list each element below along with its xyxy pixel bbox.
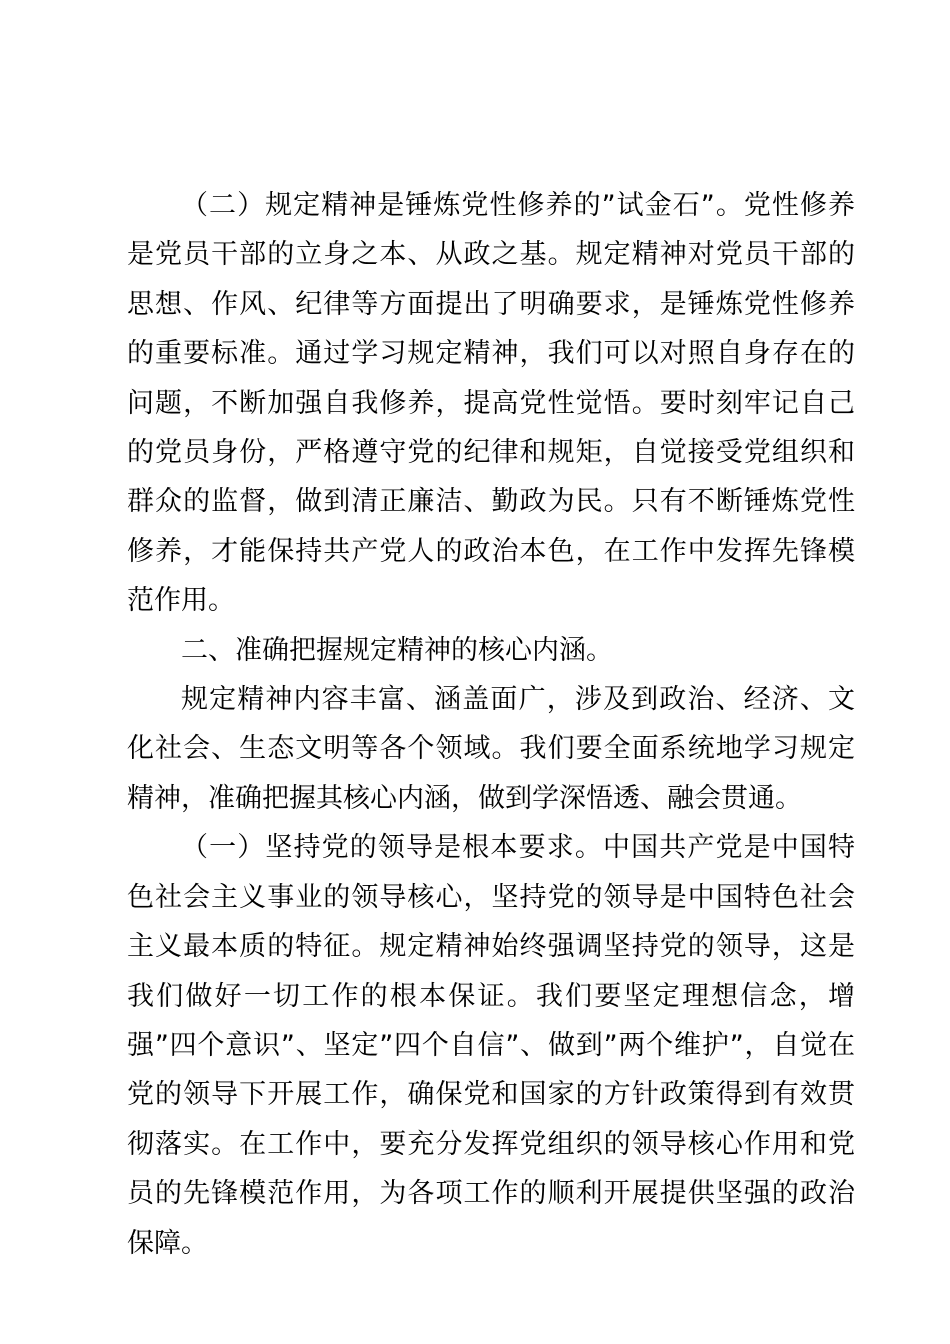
document-body	[127, 181, 855, 1268]
section-heading-core-connotation: 二、准确把握规定精神的核心内涵。	[181, 634, 613, 666]
paragraph-party-spirit: （二）规定精神是锤炼党性修养的”试金石”。党性修养是党员干部的立身之本、从政之基。规定精神对党员干部的思想、作风、纪律等方面提出了明确要求，是锤炼党性修养的重要标准。通过学习规定精神，我们可以对照自身存在的问题，不断加强自我修养，提高党性觉悟。要时刻牢记自己的党员身份，严格遵守党的纪律和规矩，自觉接受党组织和群众的监督，做到清正廉洁、勤政为民。只有不断锤炼党性修养，才能保持共产党人的政治本色，在工作中发挥先锋模范作用。	[127, 190, 855, 617]
paragraph-party-leadership: （一）坚持党的领导是根本要求。中国共产党是中国特色社会主义事业的领导核心，坚持党的领导是中国特色社会主义最本质的特征。规定精神始终强调坚持党的领导，这是我们做好一切工作的根本保证。我们要坚定理想信念，增强”四个意识”、坚定”四个自信”、做到”两个维护”，自觉在党的领导下开展工作，确保党和国家的方针政策得到有效贯彻落实。在工作中，要充分发挥党组织的领导核心作用和党员的先锋模范作用，为各项工作的顺利开展提供坚强的政治保障。	[127, 832, 855, 1259]
paragraph-intro-core-connotation: 规定精神内容丰富、涵盖面广，涉及到政治、经济、文化社会、生态文明等各个领域。我们要全面系统地学习规定精神，准确把握其核心内涵，做到学深悟透、融会贯通。	[127, 684, 855, 814]
